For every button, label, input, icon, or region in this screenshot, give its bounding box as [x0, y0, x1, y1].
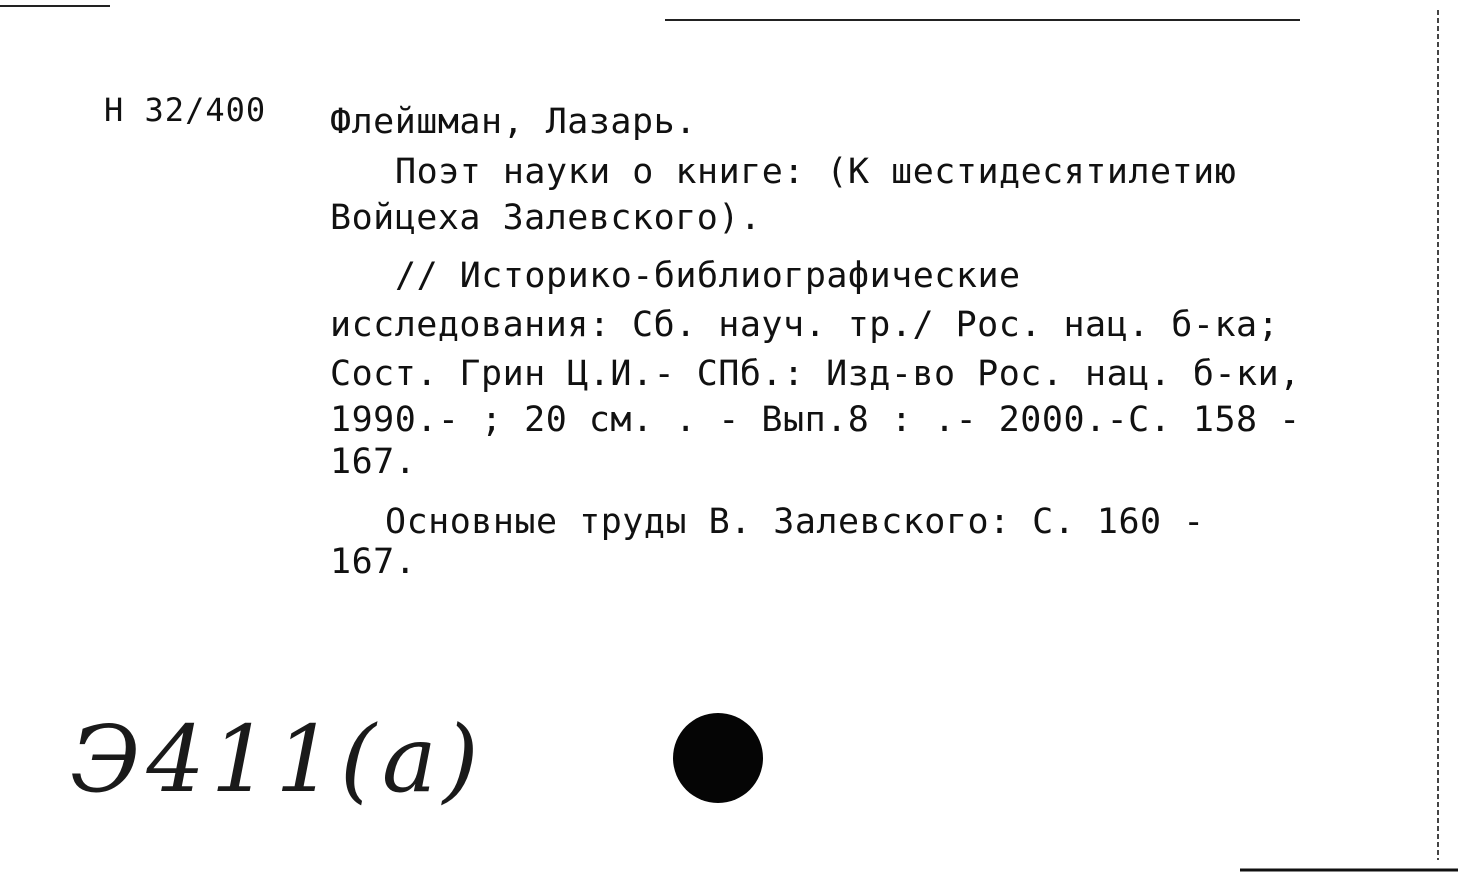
handwritten-inventory-number: Э411(а)	[70, 706, 485, 813]
title-line-1: Поэт науки о книге: (К шестидесятилетию	[395, 152, 1237, 192]
title-line-2: Войцеха Залевского).	[330, 198, 762, 238]
source-line-3: Сост. Грин Ц.И.- СПб.: Изд-во Рос. нац. б-ки,	[330, 354, 1301, 394]
source-line-5: 167.	[330, 442, 417, 482]
shelfmark: Н 32/400	[104, 91, 267, 129]
source-line-1: // Историко-библиографические	[395, 256, 1021, 296]
note-line-2: 167.	[330, 542, 417, 582]
punch-hole	[673, 713, 763, 803]
note-line-1: Основные труды В. Залевского: С. 160 -	[385, 502, 1205, 542]
source-line-2: исследования: Сб. науч. тр./ Рос. нац. б-ка;	[330, 305, 1280, 345]
author-heading: Флейшман, Лазарь.	[330, 102, 697, 142]
source-line-4: 1990.- ; 20 см. . - Вып.8 : .- 2000.-С. 158 -	[330, 400, 1301, 440]
